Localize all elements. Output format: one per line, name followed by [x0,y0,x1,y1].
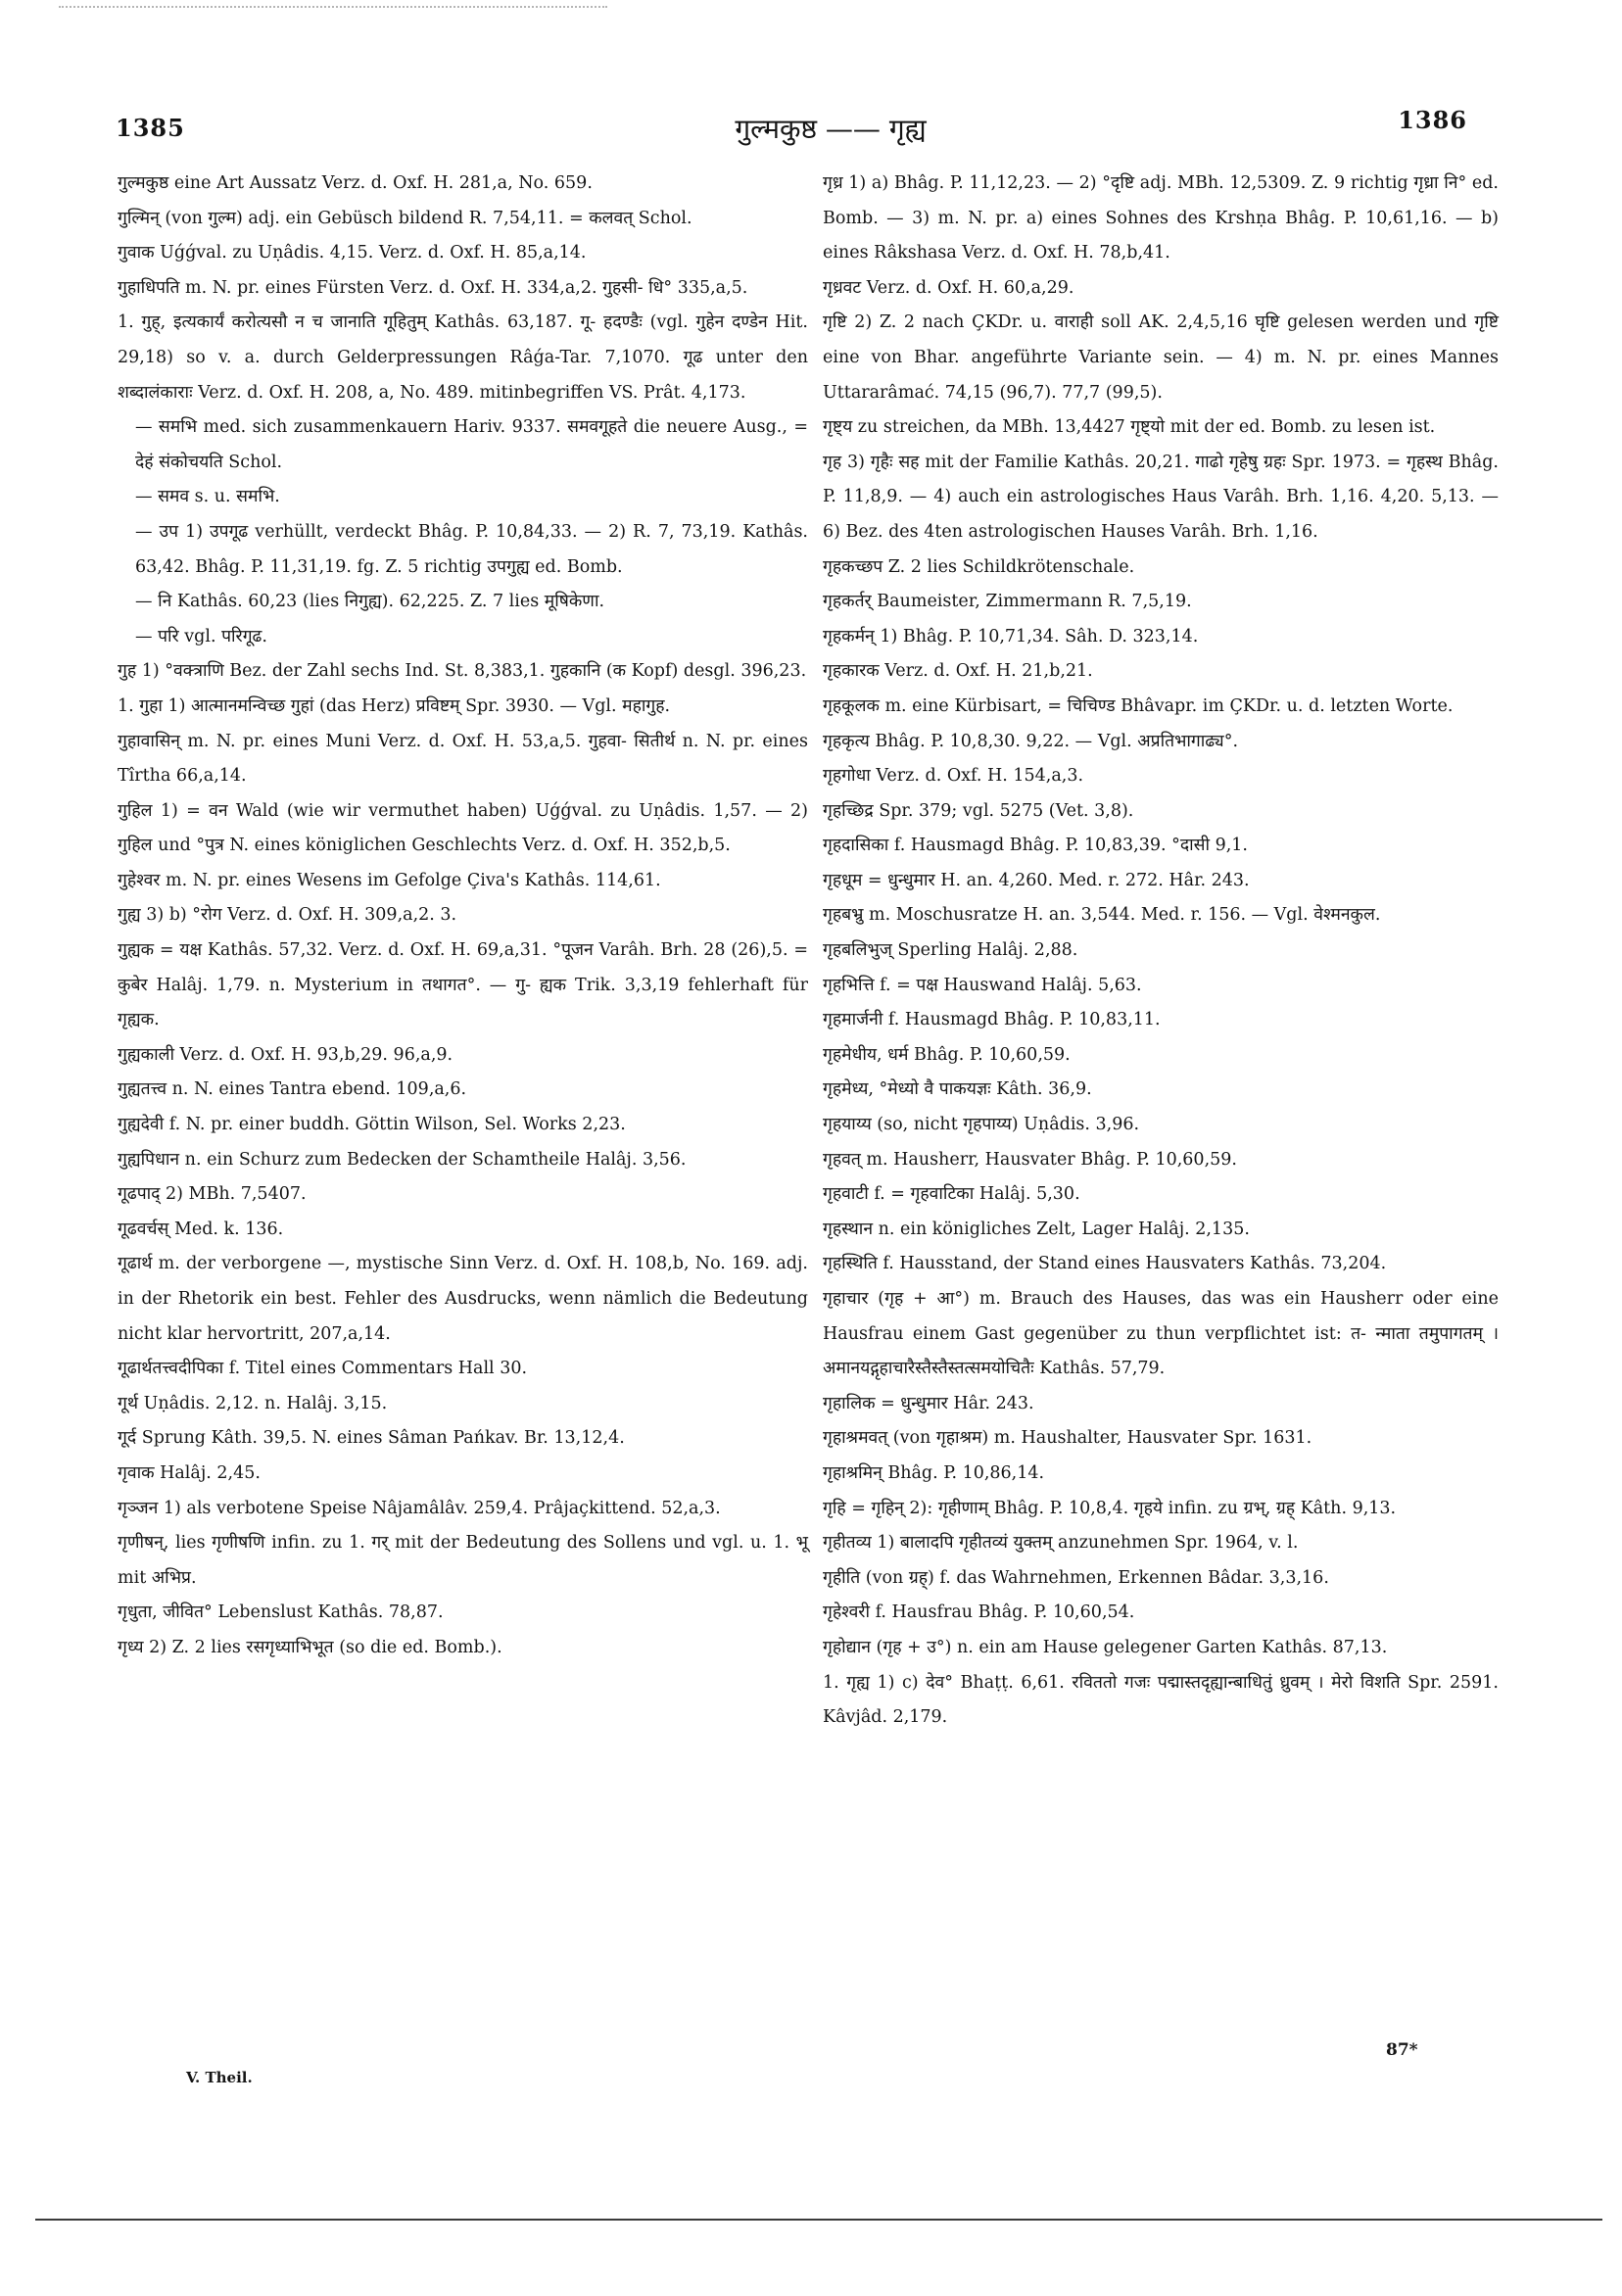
entry: गृष्ट्य zu streichen, da MBh. 13,4427 गृष्ट्यो mit der ed. Bomb. zu lesen ist. [823,417,1436,438]
entry: गुह्यपिधान n. ein Schurz zum Bedecken der Schamtheile Halâj. 3,56. [118,1149,687,1170]
volume-signature: V. Theil. [186,2069,253,2086]
entry: गुह्य 3) b) °रोग Verz. d. Oxf. H. 309,a,2. 3. [118,905,457,926]
entry: गृहबभ्रु m. Moschusratze H. an. 3,544. Med. r. 156. — Vgl. वेश्मनकुल. [823,905,1381,926]
bottom-rule [35,2219,1602,2221]
entry: गृहवत् m. Hausherr, Hausvater Bhâg. P. 10,60,59. [823,1149,1237,1170]
entry: गृहोद्यान (गृह + उ°) n. ein am Hause gelegener Garten Kathâs. 87,13. [823,1637,1388,1657]
entry: गूर्थ Uṇâdis. 2,12. n. Halâj. 3,15. [118,1393,388,1413]
entry: गृहीतव्य 1) बालादपि गृहीतव्यं युक्तम् anzunehmen Spr. 1964, v. l. [823,1533,1299,1554]
entry: गुह्यतत्त्व n. N. eines Tantra ebend. 109,a,6. [118,1079,467,1100]
entry: गृहाचार (गृह + आ°) m. Brauch des Hauses, das was ein Hausherr oder eine Hausfrau einem Gast gegenüber zu thun verpflichtet ist: त- न्माता तमुपागतम् । अमानयद्गृहाचारैस्तैस्तैस्तत्समयोचितैः Kathâs. 57,79. [823,1289,1499,1379]
page-number-left: 1385 [116,114,185,142]
right-column [823,167,1499,1736]
entry: गुह्यक = यक्ष Kathâs. 57,32. Verz. d. Oxf. H. 69,a,31. °पूजन Varâh. Brh. 28 (26),5. = कुबेर Halâj. 1,79. n. Mysterium in तथागत°. — गु- ह्यक Trik. 3,3,19 fehlerhaft für गृह्यक. [118,940,808,1030]
entry: गृध्रवट Verz. d. Oxf. H. 60,a,29. [823,277,1074,298]
entry: गृहकच्छप Z. 2 lies Schildkrötenschale. [823,556,1135,577]
entry: 1. गृह्य 1) c) देव° Bhaṭṭ. 6,61. रविततो गजः पद्मास्तदृह्यान्बाधितुं ध्रुवम् । मेरो विशति Spr. 2591. Kâvjâd. 2,179. [823,1672,1499,1728]
entry: गुहावासिन् m. N. pr. eines Muni Verz. d. Oxf. H. 53,a,5. गुहवा- सितीर्थ n. N. pr. eines Tîrtha 66,a,14. [118,731,808,787]
entry: गृहालिक = धुन्धुमार Hâr. 243. [823,1393,1034,1413]
entry: — उप 1) उपगूढ verhüllt, verdeckt Bhâg. P. 10,84,33. — 2) R. 7, 73,19. Kathâs. 63,42. Bhâg. P. 11,31,19. fg. Z. 5 richtig उपगुह्य ed. Bomb. [135,521,808,577]
entry: गृहवाटी f. = गृहवाटिका Halâj. 5,30. [823,1184,1080,1205]
entry: गृहदासिका f. Hausmagd Bhâg. P. 10,83,39. °दासी 9,1. [823,836,1248,856]
entry: गूर्द Sprung Kâth. 39,5. N. eines Sâman Pańkav. Br. 13,12,4. [118,1428,625,1449]
entry: गृध्र 1) a) Bhâg. P. 11,12,23. — 2) °दृष्टि adj. MBh. 12,5309. Z. 9 richtig गृध्रा नि° ed. Bomb. — 3) m. N. pr. a) eines Sohnes des Krshṇa Bhâg. P. 10,61,16. — b) eines Râkshasa Verz. d. Oxf. H. 78,b,41. [823,173,1499,263]
entry: गुहाधिपति m. N. pr. eines Fürsten Verz. d. Oxf. H. 334,a,2. गुहसी- धि° 335,a,5. [118,277,748,298]
entry: गृहमेध्य, °मेध्यो वै पाकयज्ञः Kâth. 36,9. [823,1079,1092,1100]
entry: गृहेश्वरी f. Hausfrau Bhâg. P. 10,60,54. [823,1602,1135,1623]
entry: गृहमेधीय, धर्म Bhâg. P. 10,60,59. [823,1044,1071,1065]
entry: गृध्य 2) Z. 2 lies रसगृध्याभिभूत (so die ed. Bomb.). [118,1637,502,1657]
entry: गुल्मिन् (von गुल्म) adj. ein Gebüsch bildend R. 7,54,11. = कलवत् Schol. [118,208,692,228]
entry: गुह 1) °वक्त्राणि Bez. der Zahl sechs Ind. St. 8,383,1. गुहकानि (क Kopf) desgl. 396,23. [118,661,807,682]
entry: — परि vgl. परिगूढ. [135,626,267,646]
entry: — समभि med. sich zusammenkauern Hariv. 9337. समवगूहते die neuere Ausg., = देहं संकोचयति Schol. [135,417,808,472]
entry: — नि Kathâs. 60,23 (lies निगुह्य). 62,225. Z. 7 lies मूषिकेणा. [135,592,605,612]
entry: गृहगोधा Verz. d. Oxf. H. 154,a,3. [823,766,1084,787]
entry: गृहकृत्य Bhâg. P. 10,8,30. 9,22. — Vgl. अप्रतिभागाढ्य°. [823,731,1239,751]
sheet-mark: 87* [1386,2040,1418,2060]
left-column [118,167,808,1666]
entry: — समव s. u. समभि. [135,487,280,507]
entry: गृहकारक Verz. d. Oxf. H. 21,b,21. [823,661,1093,682]
entry: गृणीषन्, lies गृणीषणि infin. zu 1. गर् mit der Bedeutung des Sollens und vgl. u. 1. भू mit अभिप्र. [118,1533,808,1588]
entry: गृहच्छिद्र Spr. 379; vgl. 5275 (Vet. 3,8). [823,800,1134,821]
entry: गृहभित्ति f. = पक्ष Hauswand Halâj. 5,63. [823,975,1142,995]
entry: गृहबलिभुज् Sperling Halâj. 2,88. [823,940,1078,961]
entry: 1. गुह्, इत्यकार्यं करोत्यसौ न च जानाति गूहितुम् Kathâs. 63,187. गू- हदण्डैः (vgl. गुहेन दण्डेन Hit. 29,18) so v. a. durch Gelderpressungen Râǵa-Tar. 7,1070. गूढ unter den शब्दालंकाराः Verz. d. Oxf. H. 208, a, No. 489. mitinbegriffen VS. Prât. 4,173. [118,312,808,403]
entry: गृह 3) गृहैः सह mit der Familie Kathâs. 20,21. गाढो गृहेषु ग्रहः Spr. 1973. = गृहस्थ Bhâg. P. 11,8,9. — 4) auch ein astrologisches Haus Varâh. Brh. 1,16. 4,20. 5,13. — 6) Bez. des 4ten astrologischen Hauses Varâh. Brh. 1,16. [823,452,1499,542]
entry: गृहधूम = धुन्धुमार H. an. 4,260. Med. r. 272. Hâr. 243. [823,870,1250,890]
entry: गृहमार्जनी f. Hausmagd Bhâg. P. 10,83,11. [823,1010,1161,1030]
page-header [116,106,1467,153]
entry: गूढार्थ m. der verborgene —, mystische Sinn Verz. d. Oxf. H. 108,b, No. 169. adj. in der Rhetorik ein best. Fehler des Ausdrucks, wenn nämlich die Bedeutung nicht klar hervortritt, 207,a,14. [118,1254,808,1344]
entry: गृहकर्तर् Baumeister, Zimmermann R. 7,5,19. [823,592,1192,612]
entry: गुल्मकुष्ठ eine Art Aussatz Verz. d. Oxf. H. 281,a, No. 659. [118,173,593,193]
entry: गृहयाय्य (so, nicht गृहपाय्य) Uṇâdis. 3,96. [823,1115,1140,1135]
entry: गुवाक Uǵǵval. zu Uṇâdis. 4,15. Verz. d. Oxf. H. 85,a,14. [118,243,587,263]
entry: गूढार्थतत्त्वदीपिका f. Titel eines Commentars Hall 30. [118,1359,528,1379]
entry: गृहाश्रमवत् (von गृहाश्रम) m. Haushalter, Hausvater Spr. 1631. [823,1428,1312,1449]
entry: गृहकूलक m. eine Kürbisart, = चिचिण्ड Bhâvapr. im ÇKDr. u. d. letzten Worte. [823,695,1454,716]
entry: गृहीति (von ग्रह्) f. das Wahrnehmen, Erkennen Bâdar. 3,3,16. [823,1567,1329,1588]
entry: गृधुता, जीवित° Lebenslust Kathâs. 78,87. [118,1602,444,1623]
running-head: गुल्मकुष्ठ —— गृह्य [735,113,927,145]
entry: गूढवर्चस् Med. k. 136. [118,1219,284,1239]
entry: गृहस्थान n. ein königliches Zelt, Lager Halâj. 2,135. [823,1219,1250,1239]
entry: गुहेश्वर m. N. pr. eines Wesens im Gefolge Çiva's Kathâs. 114,61. [118,870,661,890]
entry: गृहकर्मन् 1) Bhâg. P. 10,71,34. Sâh. D. 323,14. [823,626,1199,646]
entry: गूढपाद् 2) MBh. 7,5407. [118,1184,307,1205]
entry: गुहिल 1) = वन Wald (wie wir vermuthet haben) Uǵǵval. zu Uṇâdis. 1,57. — 2) गुहिल und °पुत्र N. eines königlichen Geschlechts Verz. d. Oxf. H. 352,b,5. [118,800,808,856]
entry: 1. गुहा 1) आत्मानमन्विच्छ गुहां (das Herz) प्रविष्टम् Spr. 3930. — Vgl. महागुह. [118,695,671,716]
entry: गृहस्थिति f. Hausstand, der Stand eines Hausvaters Kathâs. 73,204. [823,1254,1387,1274]
entry: गृवाक Halâj. 2,45. [118,1462,261,1483]
entry: गृञ्जन 1) als verbotene Speise Nâjamâlâv. 259,4. Prâjaçkittend. 52,a,3. [118,1498,721,1518]
entry: गुह्यकाली Verz. d. Oxf. H. 93,b,29. 96,a,9. [118,1044,453,1065]
page-number-right: 1386 [1398,106,1467,134]
entry: गुह्यदेवी f. N. pr. einer buddh. Göttin Wilson, Sel. Works 2,23. [118,1115,626,1135]
entry: गृष्टि 2) Z. 2 nach ÇKDr. u. वाराही soll AK. 2,4,5,16 घृष्टि gelesen werden und गृष्टि eine von Bhar. angeführte Variante sein. — 4) m. N. pr. eines Mannes Uttararâmać. 74,15 (96,7). 77,7 (99,5). [823,312,1499,403]
entry: गृहाश्रमिन् Bhâg. P. 10,86,14. [823,1462,1045,1483]
scan-artifact [59,6,607,14]
entry: गृहि = गृहिन् 2): गृहीणाम् Bhâg. P. 10,8,4. गृहये infin. zu ग्रभ्, ग्रह् Kâth. 9,13. [823,1498,1397,1518]
